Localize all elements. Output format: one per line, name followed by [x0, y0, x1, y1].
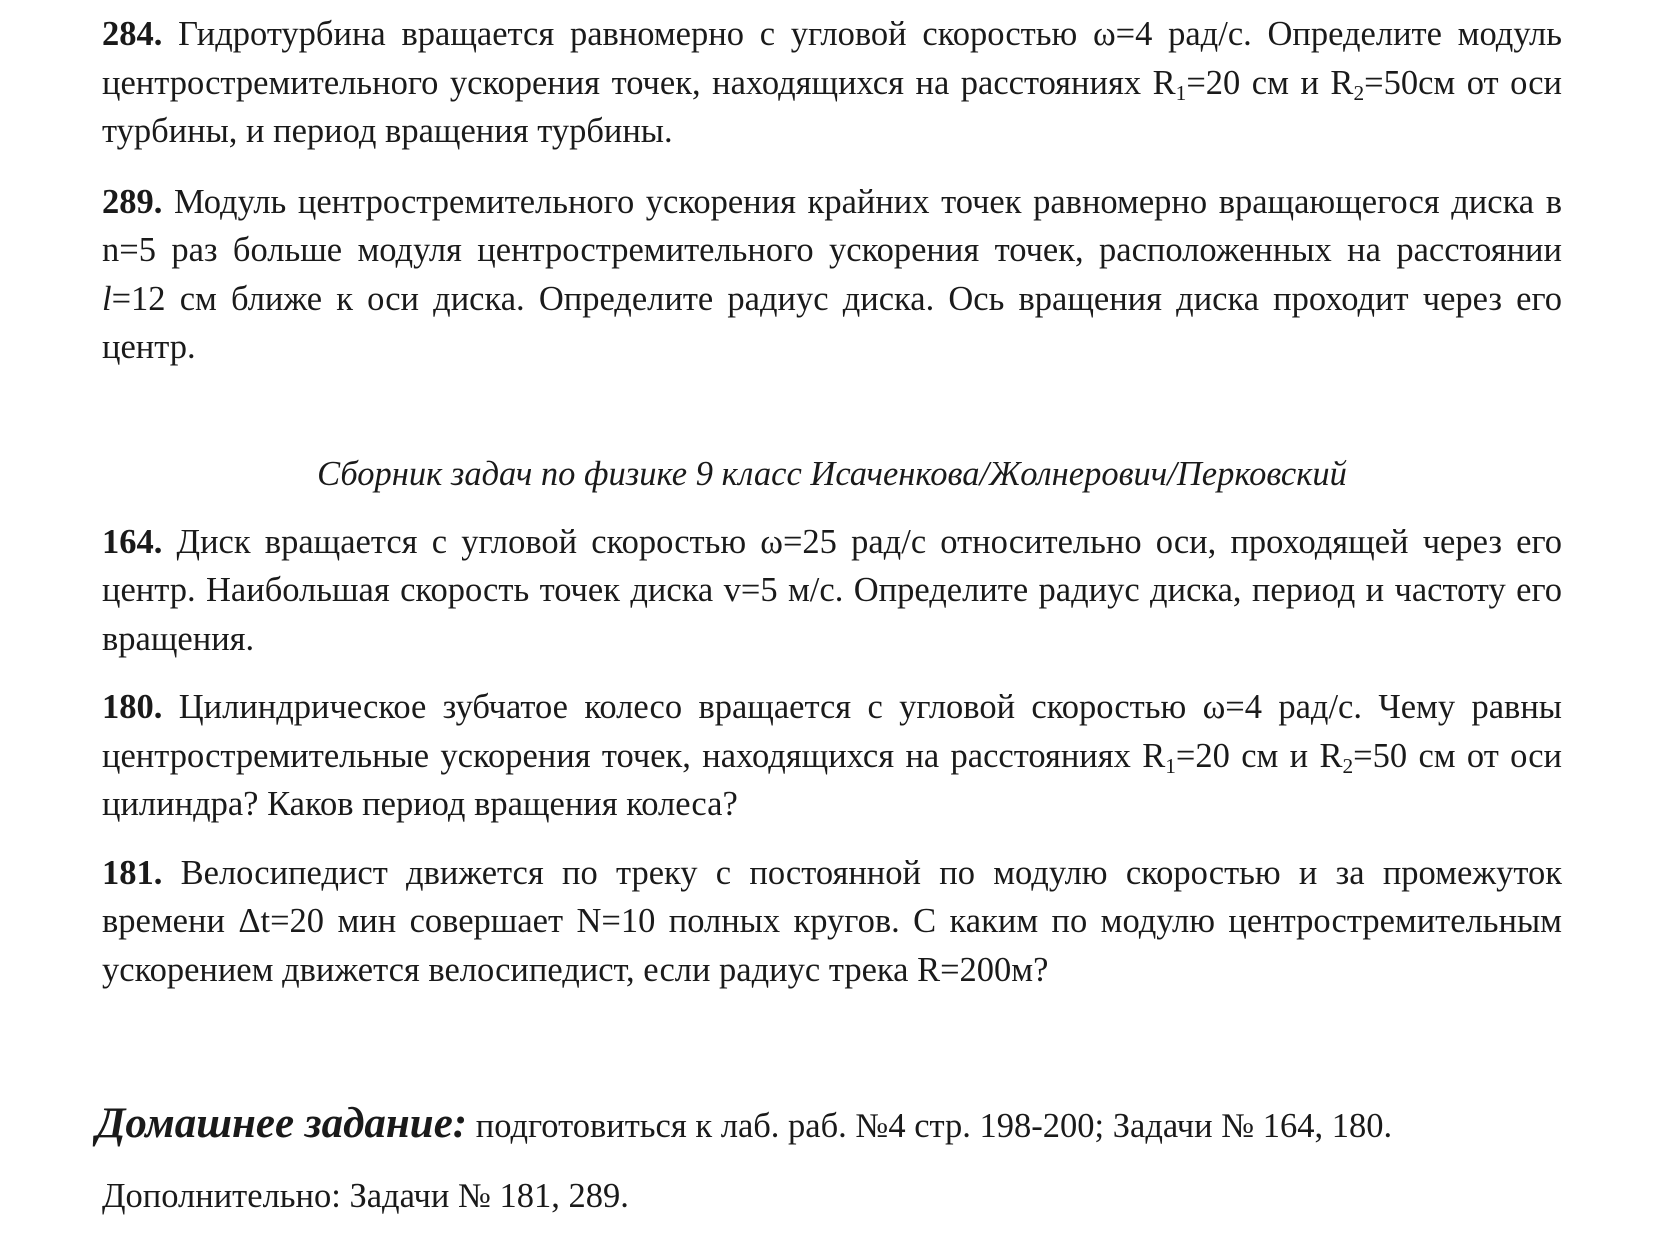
problem-text: Велосипедист движется по треку с постоянной по модулю скоростью и за промежуток времени Δt=20 мин совершает N=10 полных кругов. С каким по модулю центростремительным ускорением движется велосипедист, если радиус трека R=200м?	[102, 853, 1562, 989]
homework-text: подготовиться к лаб. раб. №4 стр. 198-200; Задачи № 164, 180.	[467, 1107, 1393, 1145]
problem-number: 181.	[102, 853, 163, 892]
subscript: 2	[1353, 80, 1365, 105]
problem-number: 164.	[102, 522, 163, 561]
problem-text: Диск вращается с угловой скоростью ω=25 рад/с относительно оси, проходящей через его центр. Наибольшая скорость точек диска v=5 м/с. Определите радиус диска, период и частоту его вращения.	[102, 522, 1562, 658]
problem-text: =50 см от оси цилиндра? Каков период вращения колеса?	[102, 736, 1563, 823]
problem-text: Цилиндрическое зубчатое колесо вращается с угловой скоростью ω=4 рад/с. Чему равны центростремительные ускорения точек, находящихся на расстояниях R	[102, 688, 1562, 775]
problem-180	[102, 683, 1562, 829]
homework-label: Домашнее задание:	[96, 1100, 468, 1147]
problem-text: =50см от оси турбины, и период вращения турбины.	[102, 63, 1563, 150]
problem-text: =20 см и R	[1175, 736, 1343, 775]
problem-text: Гидротурбина вращается равномерно с угловой скоростью ω=4 рад/с. Определите модуль центростремительного ускорения точек, находящихся на расстояниях R	[102, 15, 1562, 102]
source-title: Сборник задач по физике 9 класс Исаченкова/Жолнерович/Перковский	[317, 454, 1347, 493]
problem-164	[102, 518, 1562, 664]
problem-181	[102, 849, 1562, 995]
problem-number: 284.	[102, 15, 163, 53]
problem-number: 180.	[102, 688, 163, 726]
subscript: 2	[1342, 753, 1354, 778]
problem-289	[102, 178, 1562, 372]
problem-text: Модуль центростремительного ускорения крайних точек равномерно вращающегося диска в n=5 раз больше модуля центростремительного ускорения точек, расположенных на расстоянии	[102, 182, 1562, 269]
variable-l: l	[102, 279, 112, 318]
document-page	[96, 10, 1563, 1220]
problem-284	[102, 10, 1562, 156]
extra-line: Дополнительно: Задачи № 181, 289.	[102, 1177, 629, 1215]
problem-number: 289.	[102, 182, 163, 221]
subscript: 1	[1175, 80, 1187, 105]
problem-text: =20 см и R	[1186, 63, 1354, 102]
problem-text: =12 см ближе к оси диска. Определите радиус диска. Ось вращения диска проходит через его центр.	[102, 279, 1562, 366]
homework-line	[96, 1098, 1562, 1152]
subscript: 1	[1165, 753, 1176, 778]
